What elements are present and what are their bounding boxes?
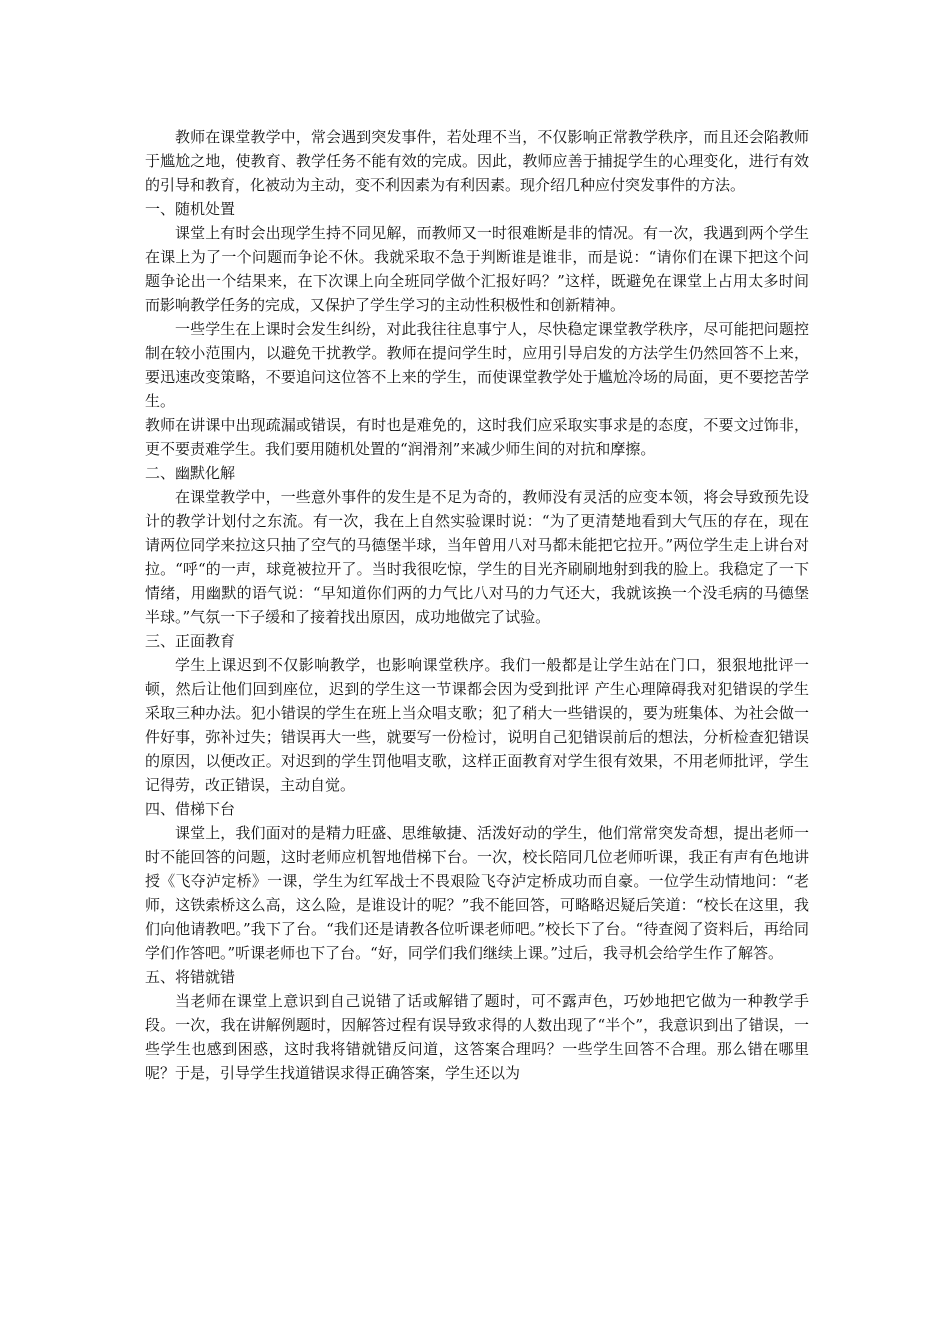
section-heading-3: 三、正面教育 bbox=[145, 632, 236, 650]
section3-paragraph-1: 学生上课迟到不仅影响教学，也影响课堂秩序。我们一般都是让学生站在门口，狠狠地批评一顿，然后让他们回到座位，迟到的学生这一节课都会因为受到批评 产生心理障碍我对犯错误的学生采取三种办法。犯小错误的学生在班上当众唱支歌；犯了稍大一些错误的，要为班集体、为社会做一件好事，弥补过失；错误再大一些，就要写一份检讨，说明自己犯错误前后的想法，分析检查犯错误的原因，以便改正。对迟到的学生罚他唱支歌，这样正面教育对学生很有效果，不用老师批评，学生记得劳，改正错误，主动自觉。 bbox=[145, 656, 809, 794]
section1-paragraph-3: 教师在讲课中出现疏漏或错误，有时也是难免的，这时我们应采取实事求是的态度，不要文过饰非，更不要责难学生。我们要用随机处置的“润滑剂”来减少师生间的对抗和摩擦。 bbox=[145, 416, 809, 458]
section1-paragraph-2: 一些学生在上课时会发生纠纷，对此我往往息事宁人，尽快稳定课堂教学秩序，尽可能把问题控制在较小范围内，以避免干扰教学。教师在提问学生时，应用引导启发的方法学生仍然回答不上来，要迅速改变策略，不要追问这位答不上来的学生，而使课堂教学处于尴尬冷场的局面，更不要挖苦学生。 bbox=[145, 320, 809, 410]
document-page bbox=[145, 125, 809, 1085]
section-heading-4: 四、借梯下台 bbox=[145, 800, 236, 818]
section4-paragraph-1: 课堂上，我们面对的是精力旺盛、思维敏捷、活泼好动的学生，他们常常突发奇想，提出老师一时不能回答的问题，这时老师应机智地借梯下台。一次，校长陪同几位老师听课，我正有声有色地讲授《飞夺泸定桥》一课，学生为红军战士不畏艰险飞夺泸定桥成功而自豪。一位学生动情地问：“老师，这铁索桥这么高，这么险，是谁设计的呢？”我不能回答，可略略迟疑后笑道：“校长在这里，我们向他请教吧。”我下了台。“我们还是请教各位听课老师吧。”校长下了台。“待查阅了资料后，再给同学们作答吧。”听课老师也下了台。“好，同学们我们继续上课。”过后，我寻机会给学生作了解答。 bbox=[145, 824, 809, 962]
section-heading-5: 五、将错就错 bbox=[145, 968, 236, 986]
section1-paragraph-1: 课堂上有时会出现学生持不同见解，而教师又一时很难断是非的情况。有一次，我遇到两个学生在课上为了一个问题而争论不休。我就采取不急于判断谁是谁非，而是说：“请你们在课下把这个问题争论出一个结果来，在下次课上向全班同学做个汇报好吗？”这样，既避免在课堂上占用太多时间而影响教学任务的完成，又保护了学生学习的主动性积极性和创新精神。 bbox=[145, 224, 809, 314]
section-heading-2: 二、幽默化解 bbox=[145, 464, 236, 482]
section5-paragraph-1: 当老师在课堂上意识到自己说错了话或解错了题时，可不露声色，巧妙地把它做为一种教学手段。一次，我在讲解例题时，因解答过程有误导致求得的人数出现了“半个”，我意识到出了错误，一些学生也感到困惑，这时我将错就错反问道，这答案合理吗？一些学生回答不合理。那么错在哪里呢？于是，引导学生找道错误求得正确答案，学生还以为 bbox=[145, 992, 809, 1082]
section-heading-1: 一、随机处置 bbox=[145, 200, 236, 218]
section2-paragraph-1: 在课堂教学中，一些意外事件的发生是不足为奇的，教师没有灵活的应变本领，将会导致预先设计的教学计划付之东流。有一次，我在上自然实验课时说：“为了更清楚地看到大气压的存在，现在请两位同学来拉这只抽了空气的马德堡半球，当年曾用八对马都未能把它拉开。”两位学生走上讲台对拉。“呼“的一声，球竟被拉开了。当时我很吃惊，学生的目光齐刷刷地射到我的脸上。我稳定了一下情绪，用幽默的语气说：“早知道你们两的力气比八对马的力气还大，我就该换一个没毛病的马德堡半球。”气氛一下子缓和了接着找出原因，成功地做完了试验。 bbox=[145, 488, 809, 626]
intro-paragraph: 教师在课堂教学中，常会遇到突发事件，若处理不当，不仅影响正常教学秩序，而且还会陷教师于尴尬之地，使教育、教学任务不能有效的完成。因此，教师应善于捕捉学生的心理变化，进行有效的引导和教育，化被动为主动，变不利因素为有利因素。现介绍几种应付突发事件的方法。 bbox=[145, 128, 809, 194]
